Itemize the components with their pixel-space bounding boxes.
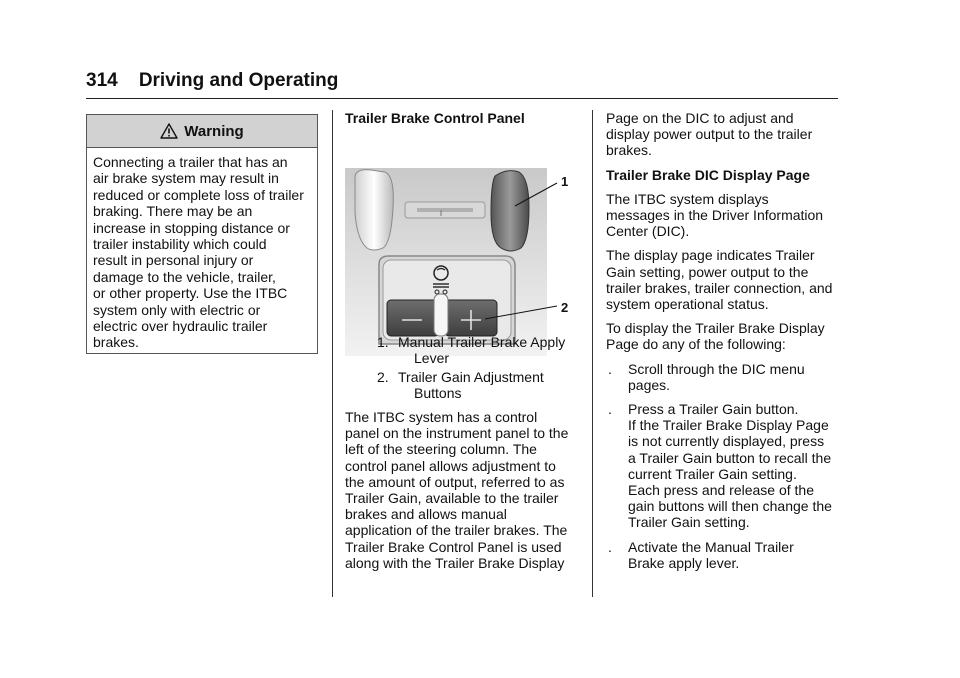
warning-line: trailer instability which could [93, 236, 267, 253]
bullet-line: Each press and release of the [628, 482, 815, 499]
paragraph-line: system operational status. [606, 296, 769, 313]
bullet-item [606, 361, 846, 393]
warning-line: or other property. Use the ITBC [93, 285, 288, 302]
paragraph-line: brakes. [606, 142, 652, 159]
paragraph-line: control panel allows adjustment to [345, 457, 556, 474]
paragraph-line: The display page indicates Trailer [606, 247, 815, 264]
bullet-line: Brake apply lever. [628, 554, 740, 571]
caption-line: Manual Trailer Brake Apply [398, 334, 566, 351]
warning-line: Connecting a trailer that has an [93, 154, 288, 170]
paragraph-line: Trailer Gain, available to the trailer [345, 490, 559, 507]
warning-line: system only with electric or [93, 301, 261, 318]
bullet-line: Press a Trailer Gain button. [628, 401, 799, 418]
bullet-line: current Trailer Gain setting. [628, 465, 797, 482]
callout-2: 2 [561, 300, 569, 316]
bullet-marker: . [608, 360, 612, 377]
paragraph-line: messages in the Driver Information [606, 207, 824, 224]
warning-line: air brake system may result in [93, 170, 279, 187]
itbc-description-paragraph [345, 409, 580, 571]
paragraph-line: display power output to the trailer [606, 126, 813, 143]
paragraph-line: left of the steering column. The [345, 441, 537, 458]
caption-line: Buttons [414, 384, 462, 401]
caption-item [345, 334, 580, 366]
bullet-marker: . [608, 401, 612, 418]
bullet-line: If the Trailer Brake Display Page [628, 417, 829, 434]
warning-title: Warning [184, 122, 244, 140]
column-divider-right [592, 110, 593, 597]
paragraph-line: Center (DIC). [606, 223, 690, 240]
bullet-line: Scroll through the DIC menu [628, 360, 805, 377]
how-to-display-paragraph [606, 320, 846, 352]
warning-line: brakes. [93, 334, 139, 351]
paragraph-line: The ITBC system displays [606, 190, 769, 207]
bullet-line: is not currently displayed, press [628, 433, 825, 450]
paragraph-line: trailer brakes, trailer connection, and [606, 279, 833, 296]
callout-lines [345, 134, 580, 324]
bullet-line: a Trailer Gain button to recall the [628, 449, 832, 466]
figure-caption-list [345, 334, 580, 401]
caption-line: Trailer Gain Adjustment [398, 368, 544, 385]
section-heading-dic-display-page: Trailer Brake DIC Display Page [606, 166, 810, 183]
paragraph-line: Page do any of the following: [606, 336, 786, 353]
warning-line: electric over hydraulic trailer [93, 318, 268, 335]
caption-number: 2. [377, 368, 389, 385]
warning-triangle-icon [160, 123, 178, 139]
control-panel-figure [345, 134, 580, 324]
warning-line: increase in stopping distance or [93, 219, 290, 236]
warning-text [87, 148, 317, 351]
paragraph-line: Page on the DIC to adjust and [606, 110, 794, 126]
warning-line: damage to the vehicle, trailer, [93, 268, 276, 285]
display-page-paragraph [606, 247, 846, 312]
paragraph-line: Gain setting, power output to the [606, 263, 809, 280]
caption-item [345, 369, 580, 401]
paragraph-line: application of the trailer brakes. The [345, 522, 568, 539]
paragraph-line: the amount of output, referred to as [345, 473, 565, 490]
bullet-line: pages. [628, 376, 671, 393]
dic-messages-paragraph [606, 191, 846, 240]
bullet-line: Trailer Gain setting. [628, 514, 750, 531]
bullet-line: Activate the Manual Trailer [628, 538, 794, 555]
column-2 [345, 110, 580, 579]
bullet-item [606, 401, 846, 531]
warning-line: result in personal injury or [93, 252, 254, 269]
section-heading-trailer-brake-control-panel: Trailer Brake Control Panel [345, 110, 525, 126]
paragraph-line: brakes and allows manual [345, 506, 507, 523]
caption-number: 1. [377, 334, 389, 351]
bullet-list [606, 361, 846, 571]
warning-line: braking. There may be an [93, 203, 253, 220]
column-3 [606, 110, 846, 579]
paragraph-line: The ITBC system has a control [345, 409, 538, 426]
caption-line: Lever [414, 350, 450, 367]
bullet-marker: . [608, 538, 612, 555]
header-rule [86, 98, 838, 99]
bullet-item [606, 539, 846, 571]
continued-paragraph [606, 110, 846, 159]
paragraph-line: panel on the instrument panel to the [345, 425, 569, 442]
page-header-title: 314 Driving and Operating [86, 70, 339, 91]
column-divider-left [332, 110, 333, 597]
bullet-line: gain buttons will then change the [628, 498, 832, 515]
warning-box [86, 114, 318, 354]
paragraph-line: along with the Trailer Brake Display [345, 554, 565, 571]
warning-line: reduced or complete loss of trailer [93, 186, 304, 203]
paragraph-line: Trailer Brake Control Panel is used [345, 538, 562, 555]
callout-1: 1 [561, 174, 569, 190]
paragraph-line: To display the Trailer Brake Display [606, 320, 825, 337]
warning-header [87, 115, 317, 148]
